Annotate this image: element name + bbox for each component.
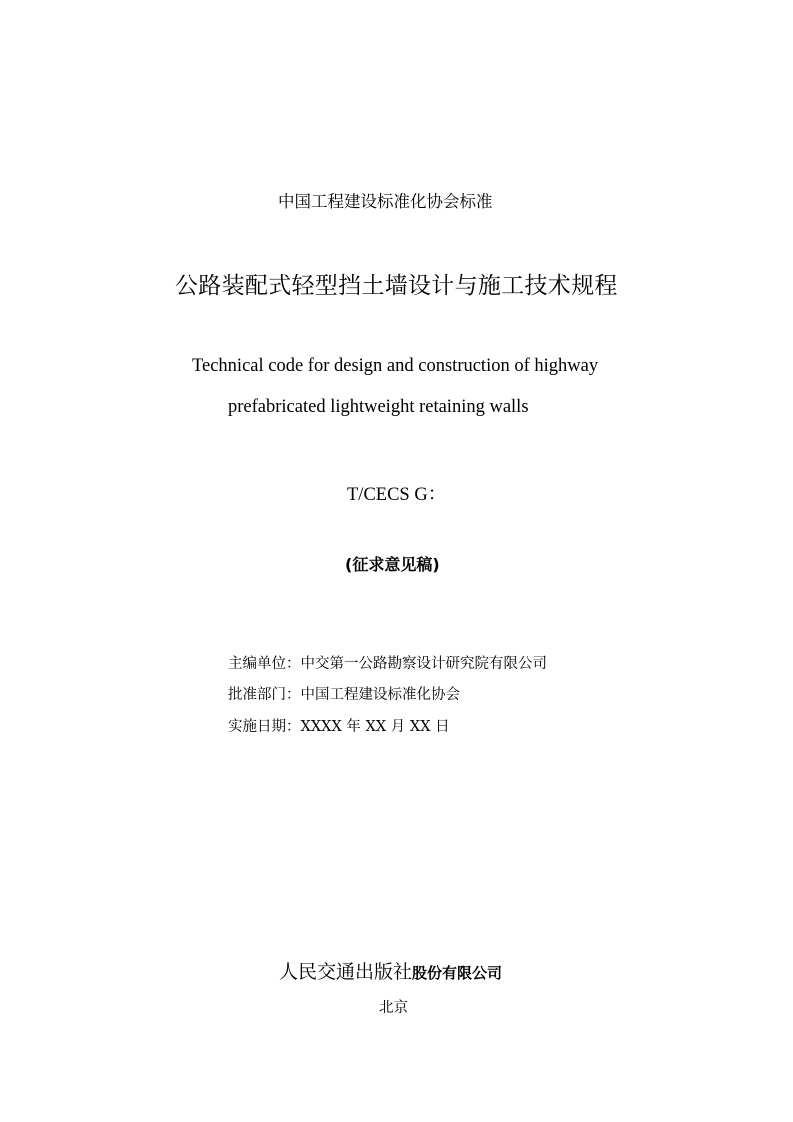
- document-title-english-line-1: Technical code for design and construction of highway: [192, 356, 599, 376]
- draft-status: (征求意见稿): [345, 555, 440, 574]
- publisher-name-part2: 股份有限公司: [412, 964, 503, 982]
- document-title-chinese: 公路装配式轻型挡土墙设计与施工技术规程: [175, 273, 618, 299]
- publisher-name-part1: 人民交通出版社: [279, 961, 413, 983]
- document-title-english-line-2: prefabricated lightweight retaining walls: [228, 397, 529, 417]
- effective-date: 实施日期：XXXX 年 XX 月 XX 日: [228, 719, 450, 735]
- editor-unit: 主编单位：中交第一公路勘察设计研究院有限公司: [228, 656, 547, 672]
- publisher-city: 北京: [379, 1000, 408, 1016]
- standard-code: T/CECS G：: [347, 485, 447, 505]
- approval-department: 批准部门：中国工程建设标准化协会: [228, 687, 460, 703]
- issuing-organization: 中国工程建设标准化协会标准: [278, 192, 493, 211]
- publisher-name: [279, 957, 502, 984]
